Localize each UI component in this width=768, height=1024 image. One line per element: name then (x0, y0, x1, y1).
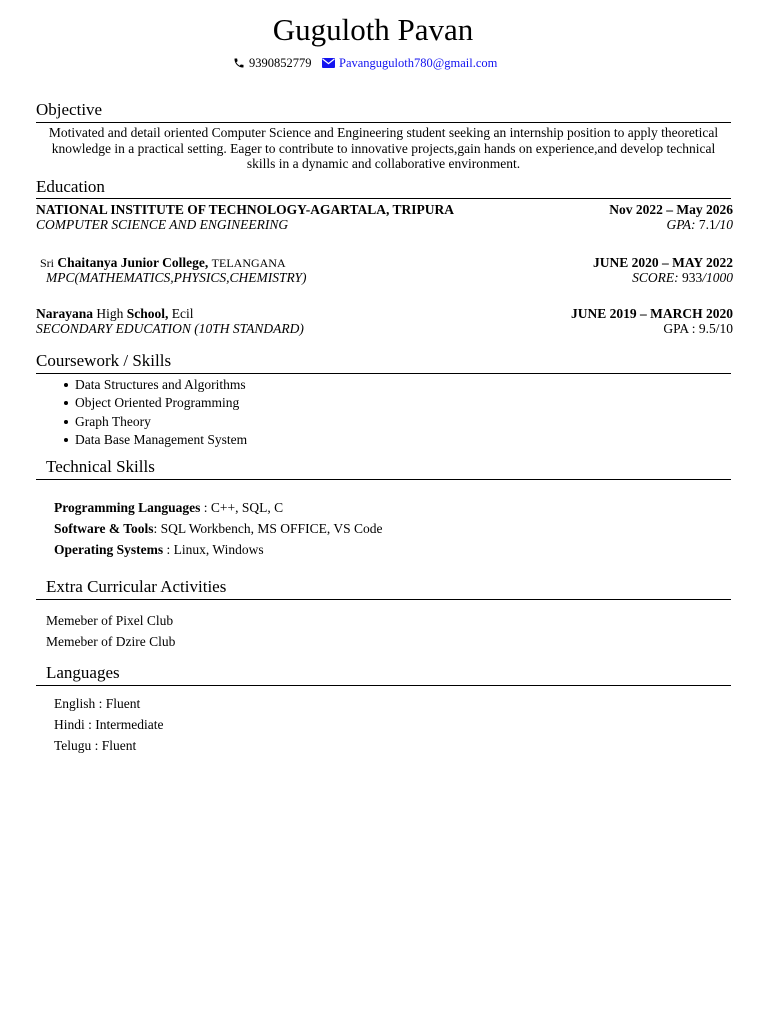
education-score (666, 217, 733, 233)
bullet-marker (64, 401, 68, 405)
list-item (64, 413, 247, 431)
skill-label: Operating Systems (54, 542, 164, 557)
list-item-text: Graph Theory (75, 413, 151, 429)
institution-prefix: Sri (40, 256, 55, 270)
objective-text (36, 125, 731, 172)
education-dates: JUNE 2020 – MAY 2022 (592, 255, 733, 270)
list-item-text: Object Oriented Programming (75, 395, 240, 411)
skill-row (54, 518, 382, 539)
objective-line: knowledge in a practical setting. Eager to contribute to innovative projects,gain hands on experience,and develop technical (51, 140, 716, 156)
education-dates: JUNE 2019 – MARCH 2020 (571, 306, 733, 321)
section-rule (36, 479, 731, 480)
section-rule (36, 599, 731, 600)
envelope-icon[interactable] (322, 58, 335, 68)
skill-label: Programming Languages (54, 500, 201, 515)
score-label: SCORE: (632, 270, 679, 285)
score-label: GPA: (666, 217, 696, 232)
score-suffix: /10 (715, 217, 733, 232)
section-rule (36, 122, 731, 123)
education-institution (36, 306, 194, 322)
education-program: COMPUTER SCIENCE AND ENGINEERING (36, 217, 289, 232)
coursework-list (64, 376, 247, 449)
education-score: GPA : 9.5/10 (663, 321, 733, 336)
language-item: Hindi : Intermediate (54, 717, 164, 732)
list-item-text: Data Structures and Algorithms (75, 377, 246, 392)
education-program: SECONDARY EDUCATION (10TH STANDARD) (36, 321, 304, 336)
list-item (64, 394, 247, 412)
institution-name-part: School, (126, 306, 169, 321)
phone-icon (233, 57, 245, 69)
institution-name-part: High (96, 306, 124, 321)
bullet-marker (64, 420, 68, 424)
list-item (64, 431, 247, 449)
extra-curricular-list (46, 610, 175, 652)
section-heading-education: Education (36, 177, 105, 196)
language-item: English : Fluent (54, 696, 141, 711)
section-rule (36, 373, 731, 374)
education-institution: NATIONAL INSTITUTE OF TECHNOLOGY-AGARTALA, TRIPURA (36, 202, 454, 217)
institution-name-part: Narayana (36, 306, 93, 321)
objective-line: Motivated and detail oriented Computer Science and Engineering student seeking an internship position to apply theoretical (48, 125, 719, 140)
education-institution (40, 255, 286, 271)
candidate-name: Guguloth Pavan (272, 12, 474, 47)
section-rule (36, 198, 731, 199)
languages-list (54, 693, 163, 756)
language-item: Telugu : Fluent (54, 738, 137, 753)
score-value: 933 (681, 270, 703, 285)
section-heading-objective: Objective (36, 100, 103, 119)
skill-row (54, 539, 382, 560)
education-score (632, 270, 733, 286)
section-heading-extra-curricular: Extra Curricular Activities (46, 577, 227, 596)
education-dates: Nov 2022 – May 2026 (609, 202, 733, 217)
skill-value: : Linux, Windows (166, 542, 264, 557)
list-item-text: Data Base Management System (75, 431, 248, 447)
email-link[interactable]: Pavanguguloth780@gmail.com (339, 56, 498, 70)
institution-name: Chaitanya Junior College, (57, 255, 209, 270)
score-suffix: /1000 (702, 270, 733, 285)
activity-item: Memeber of Dzire Club (46, 634, 176, 649)
skill-value: : SQL Workbench, MS OFFICE, VS Code (153, 521, 383, 536)
bullet-marker (64, 438, 68, 442)
objective-line: skills in a dynamic and collaborative environment. (246, 156, 521, 171)
phone-number: 9390852779 (249, 56, 312, 70)
institution-location: TELANGANA (211, 256, 286, 270)
score-value: 7.1 (698, 217, 716, 232)
skill-label: Software & Tools (54, 521, 154, 536)
education-program: MPC(MATHEMATICS,PHYSICS,CHEMISTRY) (46, 270, 307, 285)
section-rule (36, 685, 731, 686)
section-heading-coursework: Coursework / Skills (36, 351, 172, 370)
skill-value: : C++, SQL, C (203, 500, 284, 515)
activity-item: Memeber of Pixel Club (46, 613, 174, 628)
list-item (64, 376, 247, 394)
technical-skills-list (54, 497, 382, 560)
bullet-marker (64, 383, 68, 387)
section-heading-technical-skills: Technical Skills (46, 457, 155, 476)
institution-location: Ecil (171, 306, 194, 321)
section-heading-languages: Languages (46, 663, 120, 682)
skill-row (54, 497, 382, 518)
